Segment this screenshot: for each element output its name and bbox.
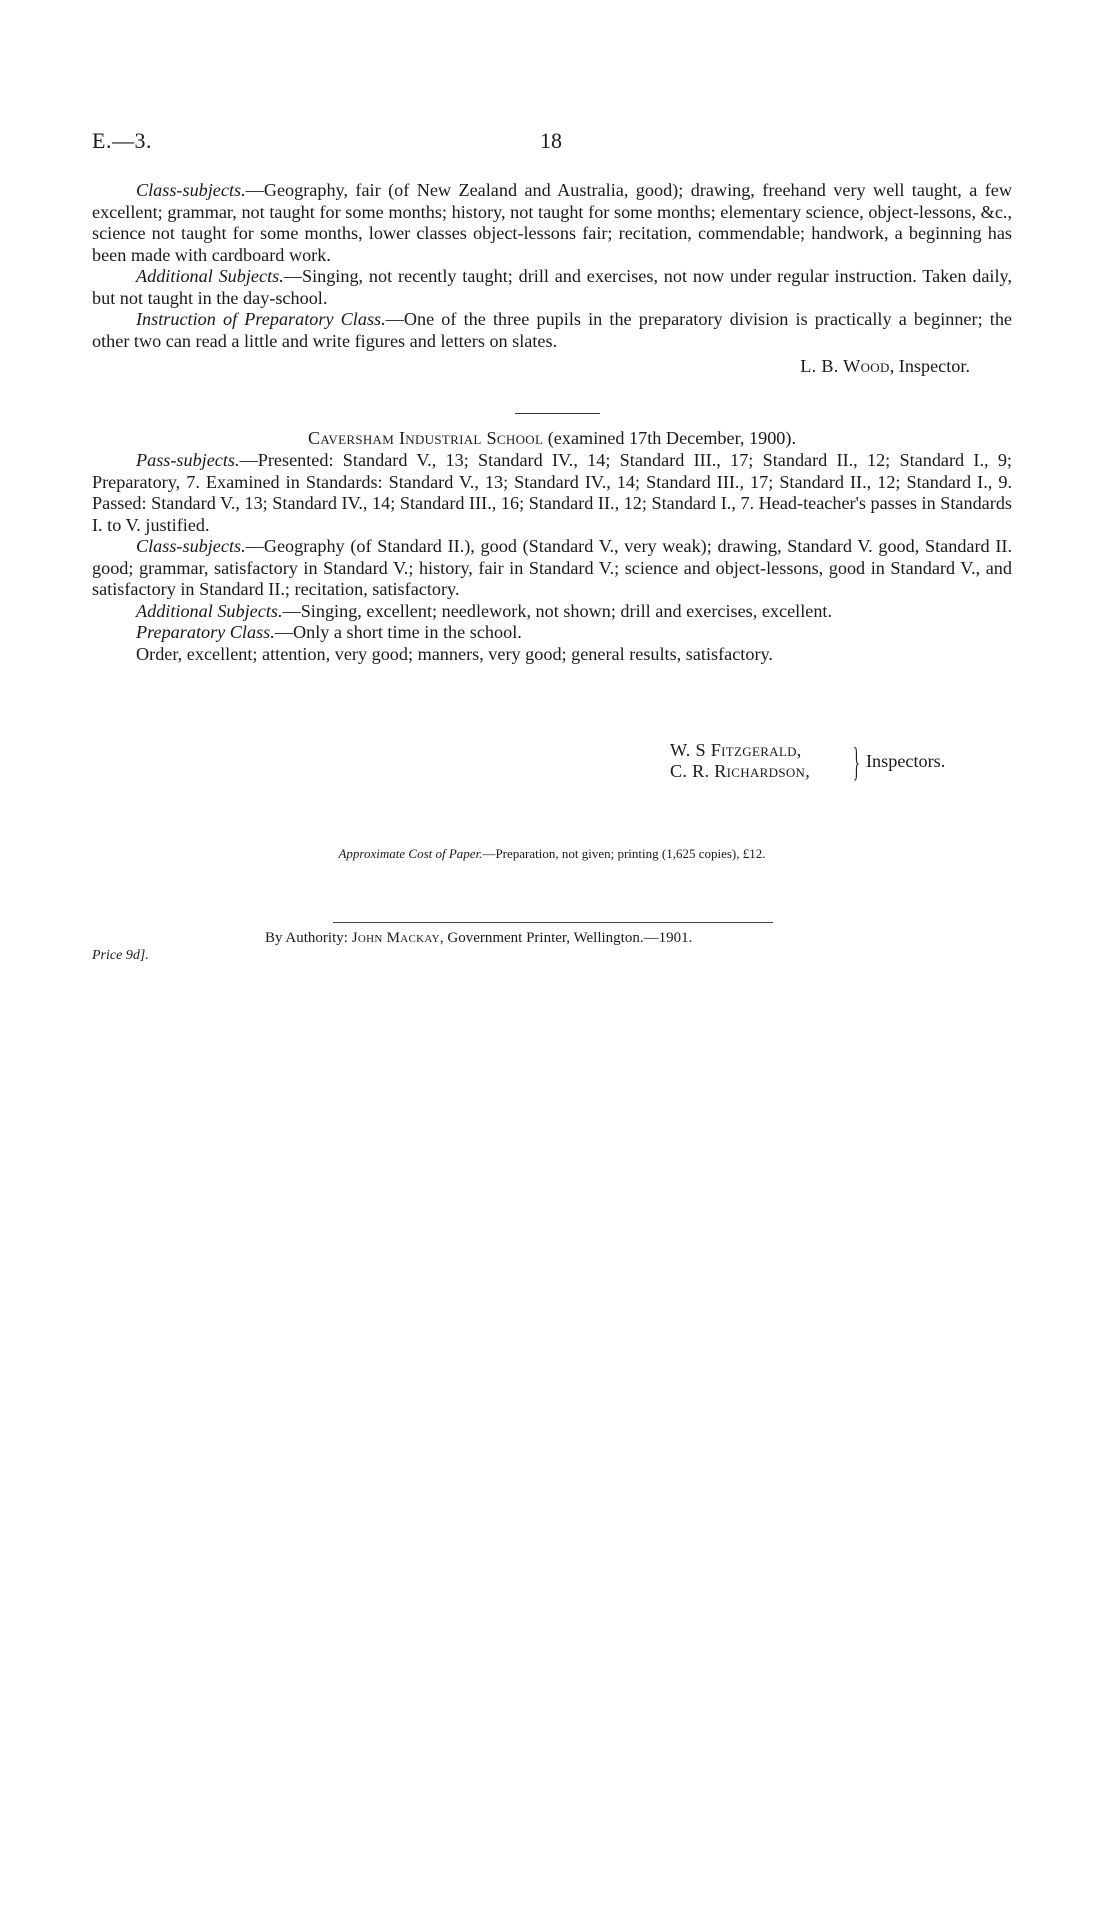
- inspectors-signature: [670, 739, 946, 784]
- inspector-name: W. S Fitzgerald,: [670, 740, 802, 760]
- paragraph-text: —One of the three pupils in the preparatory division is practically a beginner; the other two can read a little and write figures and letters on slates.: [92, 309, 1012, 351]
- printing-cost-note: [92, 846, 1012, 862]
- examination-date: (examined 17th December, 1900).: [543, 428, 796, 448]
- section-divider: [515, 413, 600, 414]
- authority-suffix: , Government Printer, Wellington.—1901.: [439, 930, 693, 946]
- paragraph-heading: Preparatory Class.: [136, 622, 275, 642]
- paragraph-heading: Class-subjects.: [136, 180, 246, 200]
- paragraph: [92, 450, 1012, 536]
- inspectors-role: Inspectors.: [866, 751, 946, 771]
- series-code: E.—3.: [92, 128, 152, 153]
- footer-divider: [333, 922, 773, 923]
- paragraph: [92, 309, 1012, 352]
- paragraph-heading: Additional Subjects.: [136, 600, 283, 621]
- paragraph-text: Order, excellent; attention, very good; manners, very good; general results, satisfactory.: [136, 643, 773, 664]
- authority-prefix: By Authority:: [265, 930, 352, 946]
- printer-authority: [265, 930, 692, 947]
- paragraph-heading: Additional Subjects.: [136, 266, 284, 286]
- paragraph: [92, 536, 1012, 601]
- paragraph: [92, 266, 1012, 309]
- paragraph-heading: Instruction of Preparatory Class.: [136, 309, 386, 329]
- cost-heading: Approximate Cost of Paper.: [338, 846, 483, 861]
- cost-text: —Preparation, not given; printing (1,625 copies), £12.: [482, 846, 766, 861]
- inspector-name: L. B. Wood: [800, 356, 890, 376]
- paragraph: [92, 644, 1012, 666]
- school-report-section-2: [92, 450, 1012, 665]
- inspector-signature: [92, 356, 1012, 378]
- paragraph: [92, 622, 1012, 644]
- paragraph: [92, 601, 1012, 623]
- inspector-name: C. R. Richardson,: [670, 761, 811, 781]
- section-title: [92, 428, 1012, 449]
- paragraph: [92, 180, 1012, 266]
- price-note: Price 9d].: [92, 948, 149, 963]
- page-number: 18: [540, 128, 562, 153]
- paragraph-text: —Geography (of Standard II.), good (Standard V., very weak); drawing, Standard V. good, Standard II. good; grammar, satisfactory in Standard V.; history, fair in Standard V.; science and object-lessons, good in Standard V., and satisfactory in Standard II.; recitation, satisfactory.: [92, 536, 1012, 599]
- paragraph-heading: Class-subjects.: [136, 536, 246, 556]
- brace-glyph: }: [853, 739, 860, 784]
- paragraph-text: —Only a short time in the school.: [274, 622, 522, 642]
- paragraph-text: —Singing, excellent; needlework, not shown; drill and exercises, excellent.: [282, 600, 833, 621]
- printer-name: John Mackay: [351, 930, 440, 946]
- school-report-section-1: [92, 180, 1012, 378]
- inspector-role: , Inspector.: [889, 356, 970, 376]
- paragraph-text: —Geography, fair (of New Zealand and Australia, good); drawing, freehand very well taught, a few excellent; grammar, not taught for some months; history, not taught for some months; elementary science, object-lessons, &c., science not taught for some months, lower classes object-lessons fair; recitation, commendable; handwork, a beginning has been made with cardboard work.: [92, 180, 1012, 265]
- paragraph-heading: Pass-subjects.: [136, 450, 240, 470]
- school-name: Caversham Industrial School: [307, 428, 544, 448]
- paragraph-text: —Presented: Standard V., 13; Standard IV., 14; Standard III., 17; Standard II., 12; Standard I., 9; Preparatory, 7. Examined in Standards: Standard V., 13; Standard IV., 14; Standard III., 17; Standard II., 12; Standard I., 9. Passed: Standard V., 13; Standard IV., 14; Standard III., 16; Standard II., 12; Standard I., 7. Head-teacher's passes in Standards I. to V. justified.: [92, 450, 1012, 535]
- paragraph-text: —Singing, not recently taught; drill and exercises, not now under regular instruction. Taken daily, but not taught in the day-school.: [92, 266, 1013, 308]
- inspector-names: [670, 740, 810, 782]
